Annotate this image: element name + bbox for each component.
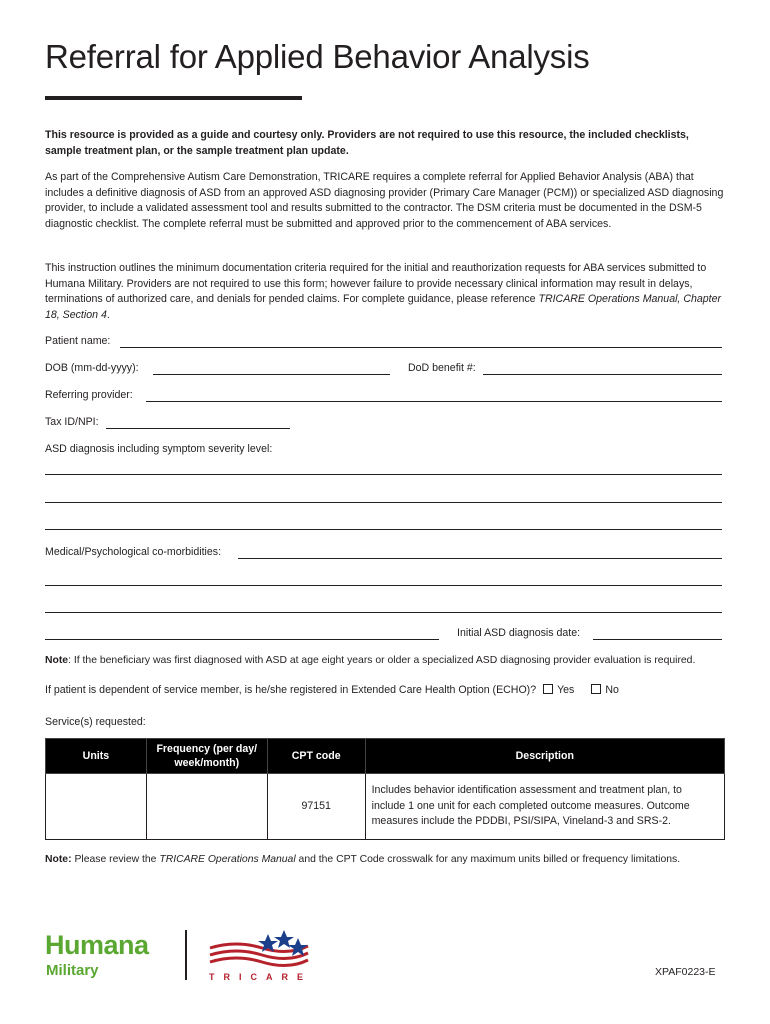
- services-header-row: [46, 739, 725, 774]
- services-label: Service(s) requested:: [45, 716, 146, 728]
- referring-provider-label: Referring provider:: [45, 389, 133, 401]
- comorbidities-line-3[interactable]: [45, 612, 722, 613]
- echo-question-row: [45, 684, 619, 696]
- no-checkbox[interactable]: [591, 684, 601, 694]
- operations-manual-reference: TRICARE Operations Manual, Chapter 18, Section 4: [45, 293, 722, 321]
- frequency-header: Frequency (per day/ week/month): [146, 739, 267, 774]
- intro-paragraph-2-text: This instruction outlines the minimum documentation criteria required for the initial and reauthorization requests for ABA services submitted to Humana Military. Providers are not required to use this form; however failure to provide necessary clinical information may result in delays, terminations of authorized care, and denials for pended claims. For complete guidance, please reference: [45, 262, 707, 306]
- note-review: [45, 854, 680, 865]
- patient-name-label: Patient name:: [45, 335, 111, 347]
- note-label: Note: [45, 655, 69, 666]
- services-table: [45, 738, 725, 840]
- humana-military-logo: Military: [46, 962, 99, 979]
- asd-diagnosis-line-3[interactable]: [45, 529, 722, 530]
- cpt-code-cell: 97151: [267, 774, 365, 840]
- echo-no-option[interactable]: [591, 684, 619, 696]
- tricare-flag-icon: [208, 928, 312, 972]
- description-header: Description: [365, 739, 724, 774]
- no-label: No: [605, 684, 619, 696]
- frequency-cell[interactable]: [146, 774, 267, 840]
- dod-benefit-field[interactable]: [483, 374, 722, 375]
- dob-field[interactable]: [153, 374, 390, 375]
- comorbidities-line-2[interactable]: [45, 585, 722, 586]
- comorbidities-field[interactable]: [238, 558, 722, 559]
- page-title: Referral for Applied Behavior Analysis: [45, 38, 590, 75]
- comorbidities-line-4[interactable]: [45, 639, 439, 640]
- table-row: [46, 774, 725, 840]
- tricare-logo-text: TRICARE: [209, 972, 312, 982]
- note-review-text-1: Please review the: [71, 854, 160, 865]
- intro-paragraph-2-end: .: [106, 308, 110, 321]
- tax-id-field[interactable]: [106, 428, 290, 429]
- yes-checkbox[interactable]: [543, 684, 553, 694]
- asd-diagnosis-label: ASD diagnosis including symptom severity level:: [45, 443, 273, 455]
- form-code: XPAF0223-E: [655, 966, 716, 978]
- asd-diagnosis-line-2[interactable]: [45, 502, 722, 503]
- description-cell: Includes behavior identification assessment and treatment plan, to include 1 one unit for each completed outcome measures. Outcome measures include the PDDBI, PSI/SIPA, Vineland-3 and SRS-2.: [365, 774, 724, 840]
- note-review-label: Note:: [45, 854, 72, 865]
- referring-provider-field[interactable]: [146, 401, 722, 402]
- tax-id-label: Tax ID/NPI:: [45, 416, 99, 428]
- units-cell[interactable]: [46, 774, 147, 840]
- note-text: : If the beneficiary was first diagnosed with ASD at age eight years or older a specialized ASD diagnosing provider evaluation is required.: [68, 655, 696, 666]
- comorbidities-label: Medical/Psychological co-morbidities:: [45, 546, 222, 558]
- note-beneficiary: [45, 655, 695, 666]
- initial-asd-date-field[interactable]: [593, 639, 722, 640]
- initial-asd-date-label: Initial ASD diagnosis date:: [457, 627, 581, 639]
- units-header: Units: [46, 739, 147, 774]
- patient-name-field[interactable]: [120, 347, 722, 348]
- note-review-text-2: and the CPT Code crosswalk for any maximum units billed or frequency limitations.: [295, 854, 681, 865]
- echo-question: If patient is dependent of service member, is he/she registered in Extended Care Health Option (ECHO)?: [45, 684, 537, 696]
- humana-logo: Humana: [45, 930, 149, 960]
- echo-yes-option[interactable]: [543, 684, 574, 696]
- yes-label: Yes: [557, 684, 575, 696]
- cpt-code-header: CPT code: [267, 739, 365, 774]
- title-underline: [45, 96, 302, 100]
- dod-benefit-label: DoD benefit #:: [408, 362, 476, 374]
- note-review-reference: TRICARE Operations Manual: [159, 854, 296, 865]
- asd-diagnosis-line-1[interactable]: [45, 474, 722, 475]
- logo-divider: [185, 930, 187, 980]
- disclaimer-text: This resource is provided as a guide and courtesy only. Providers are not required to use this resource, the included checklists, sample treatment plan, or the sample treatment plan update.: [45, 129, 689, 157]
- dob-label: DOB (mm-dd-yyyy):: [45, 362, 139, 374]
- intro-paragraph-2: [45, 261, 725, 323]
- intro-paragraph-1: As part of the Comprehensive Autism Care Demonstration, TRICARE requires a complete referral for Applied Behavior Analysis (ABA) that includes a definitive diagnosis of ASD from an approved ASD diagnosing provider (Primary Care Manager (PCM)) or specialized ASD diagnosing provider, to include a validated assessment tool and results submitted to the contractor. The DSM criteria must be documented in the DSM-5 diagnostic checklist. The complete referral must be submitted and approved prior to the commencement of ABA services.: [45, 171, 724, 230]
